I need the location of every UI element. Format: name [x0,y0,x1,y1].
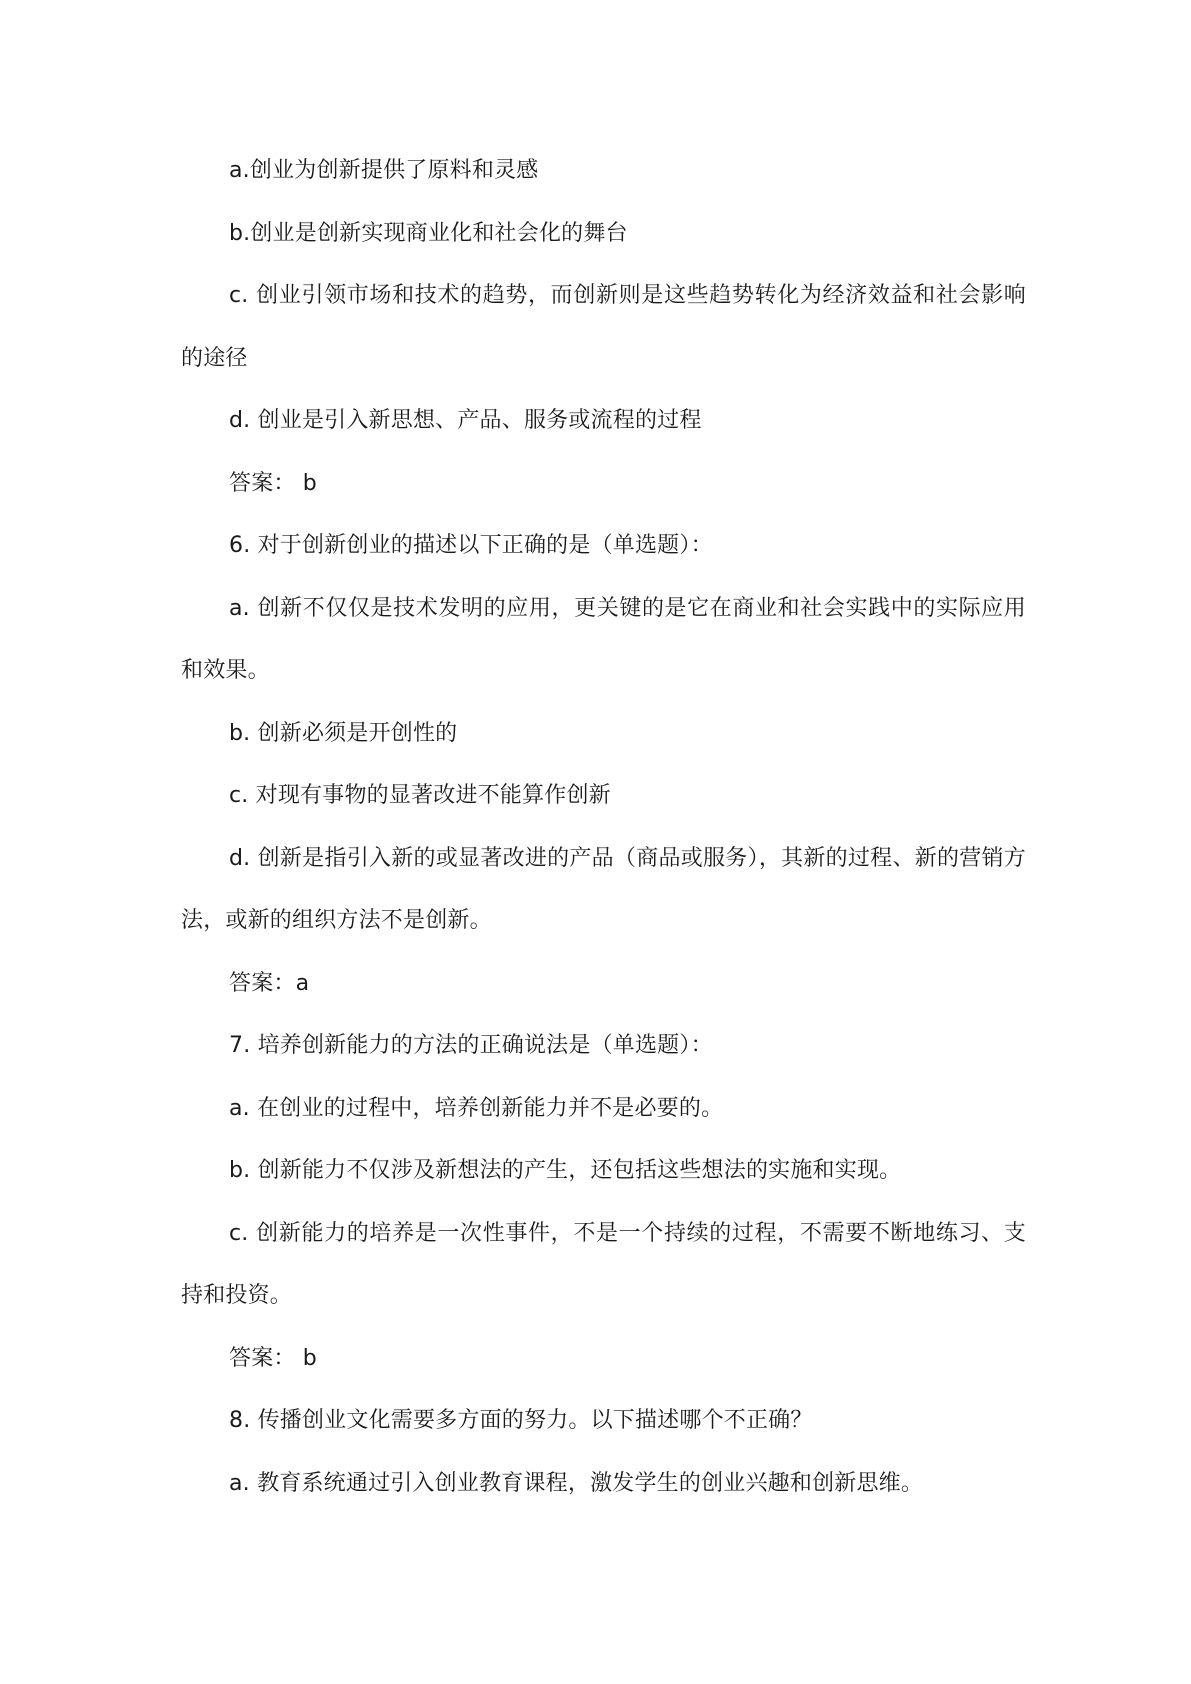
option-c-q7: c. 创新能力的培养是一次性事件，不是一个持续的过程，不需要不断地练习、支持和投资。 [181,1220,1026,1308]
option-a-q8: a. 教育系统通过引入创业教育课程，激发学生的创业兴趣和创新思维。 [229,1470,924,1496]
option-a-q5: a.创业为创新提供了原料和灵感 [229,158,539,183]
answer-q6: 答案：a [229,970,310,996]
question-6: 6. 对于创新创业的描述以下正确的是（单选题）： [229,533,713,558]
option-d-q5: d. 创业是引入新思想、产品、服务或流程的过程 [229,408,702,433]
option-c-q5: c. 创业引领市场和技术的趋势，而创新则是这些趋势转化为经济效益和社会影响的途径 [181,283,1026,371]
question-7: 7. 培养创新能力的方法的正确说法是（单选题）： [229,1033,713,1058]
question-8: 8. 传播创业文化需要多方面的努力。以下描述哪个不正确？ [229,1408,813,1433]
option-b-q6: b. 创新必须是开创性的 [229,720,458,746]
option-d-q6: d. 创新是指引入新的或显著改进的产品（商品或服务），其新的过程、新的营销方法，或新的组织方法不是创新。 [181,845,1026,933]
document-body [181,140,1026,1515]
option-b-q7: b. 创新能力不仅涉及新想法的产生，还包括这些想法的实施和实现。 [229,1158,902,1183]
option-a-q7: a. 在创业的过程中，培养创新能力并不是必要的。 [229,1095,724,1121]
option-c-q6: c. 对现有事物的显著改进不能算作创新 [229,783,611,808]
option-b-q5: b.创业是创新实现商业化和社会化的舞台 [229,220,628,246]
option-a-q6: a. 创新不仅仅是技术发明的应用，更关键的是它在商业和社会实践中的实际应用和效果。 [181,595,1026,683]
answer-q5: 答案： b [229,470,317,496]
answer-q7: 答案： b [229,1345,317,1371]
